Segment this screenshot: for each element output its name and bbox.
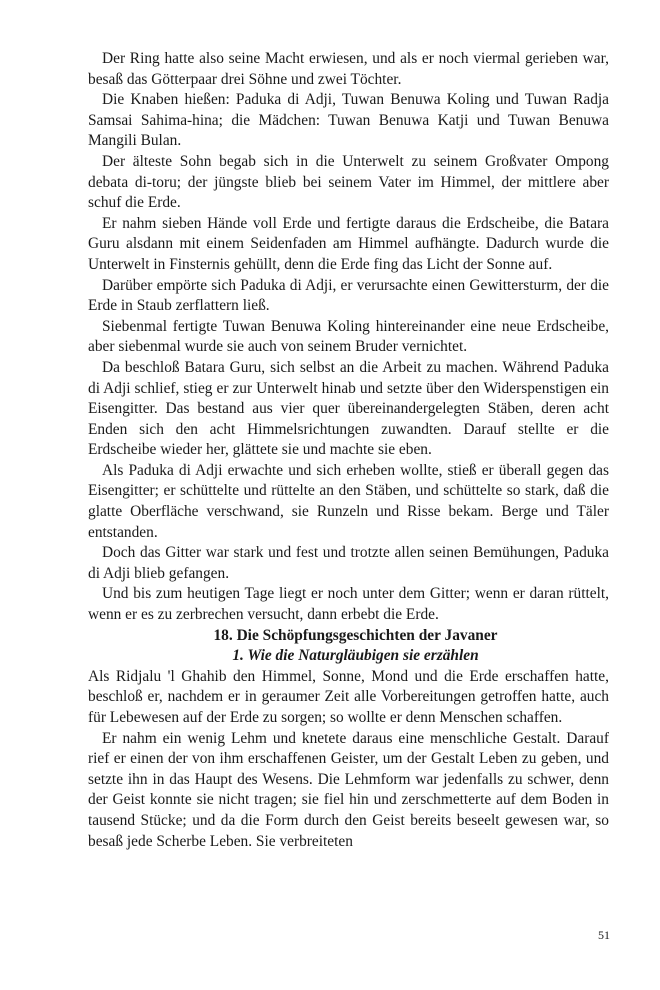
- paragraph: Die Knaben hießen: Paduka di Adji, Tuwan Benuwa Koling und Tuwan Radja Samsai Sahima-hina; die Mädchen: Tuwan Benuwa Katji und Tuwan Benuwa Mangili Bulan.: [88, 91, 609, 150]
- text-body: [88, 49, 609, 852]
- subchapter-heading: 1. Wie die Naturgläubigen sie erzählen: [232, 647, 479, 665]
- paragraph: Der älteste Sohn begab sich in die Unterwelt zu seinem Großvater Ompong debata di-toru; der jüngste blieb bei seinem Vater im Himmel, der mittlere aber schuf die Erde.: [88, 152, 609, 212]
- paragraph: Und bis zum heutigen Tage liegt er noch unter dem Gitter; wenn er daran rüttelt, wenn er es zu zerbrechen versucht, dann erbebt die Erde.: [88, 585, 609, 624]
- paragraph: Als Ridjalu 'l Ghahib den Himmel, Sonne, Mond und die Erde erschaffen hatte, beschloß er, nachdem er in geraumer Zeit alle Vorbereitungen getroffen hatte, auch für Lebewesen auf der Erde zu sorgen; so wollte er denn Menschen schaffen.: [88, 667, 609, 726]
- paragraph: Da beschloß Batara Guru, sich selbst an die Arbeit zu machen. Während Paduka di Adji schlief, stieg er zur Unterwelt hinab und setzte über den Widerspenstigen ein Eisengitter. Das bestand aus vier quer übereinandergelegten Stäben, deren acht Enden sich den acht Himmelsrichtungen zuwandten. Darauf stellte er die Erdscheibe wieder her, glättete sie und machte sie eben.: [88, 358, 609, 459]
- page-number: 51: [598, 928, 610, 942]
- paragraph: Als Paduka di Adji erwachte und sich erheben wollte, stieß er überall gegen das Eisengitter; er schüttelte und rüttelte an den Stäben, und schüttelte so stark, daß die glatte Oberfläche verschwand, sie Runzeln und Risse bekam. Berge und Täler entstanden.: [88, 461, 609, 541]
- paragraph: Darüber empörte sich Paduka di Adji, er verursachte einen Gewittersturm, der die Erde in Staub zerflattern ließ.: [88, 276, 609, 315]
- paragraph: Er nahm ein wenig Lehm und knetete daraus eine menschliche Gestalt. Darauf rief er einen der von ihm erschaffenen Geister, um der Gestalt Leben zu geben, und setzte ihn in das Haupt des Wesens. Die Lehmform war jedenfalls zu schwer, denn der Geist konnte sie nicht tragen; sie fiel hin und zerschmetterte auf dem Boden in tausend Stücke; und da die Form durch den Geist bereits beseelt gewesen war, so besaß jede Scherbe Leben. Sie verbreiteten: [88, 729, 609, 850]
- chapter-heading: 18. Die Schöpfungsgeschichten der Javaner: [213, 626, 498, 644]
- paragraph: Der Ring hatte also seine Macht erwiesen, und als er noch viermal gerieben war, besaß das Götterpaar drei Söhne und zwei Töchter.: [88, 50, 609, 88]
- paragraph: Doch das Gitter war stark und fest und trotzte allen seinen Bemühungen, Paduka di Adji blieb gefangen.: [88, 544, 609, 582]
- paragraph: Siebenmal fertigte Tuwan Benuwa Koling hintereinander eine neue Erdscheibe, aber siebenmal wurde sie auch von seinem Bruder vernichtet.: [88, 317, 609, 356]
- paragraph: Er nahm sieben Hände voll Erde und fertigte daraus die Erdscheibe, die Batara Guru alsdann mit einem Seidenfaden am Himmel aufhängte. Dadurch wurde die Unterwelt in Finsternis gehüllt, denn die Erde fing das Licht der Sonne auf.: [88, 214, 609, 273]
